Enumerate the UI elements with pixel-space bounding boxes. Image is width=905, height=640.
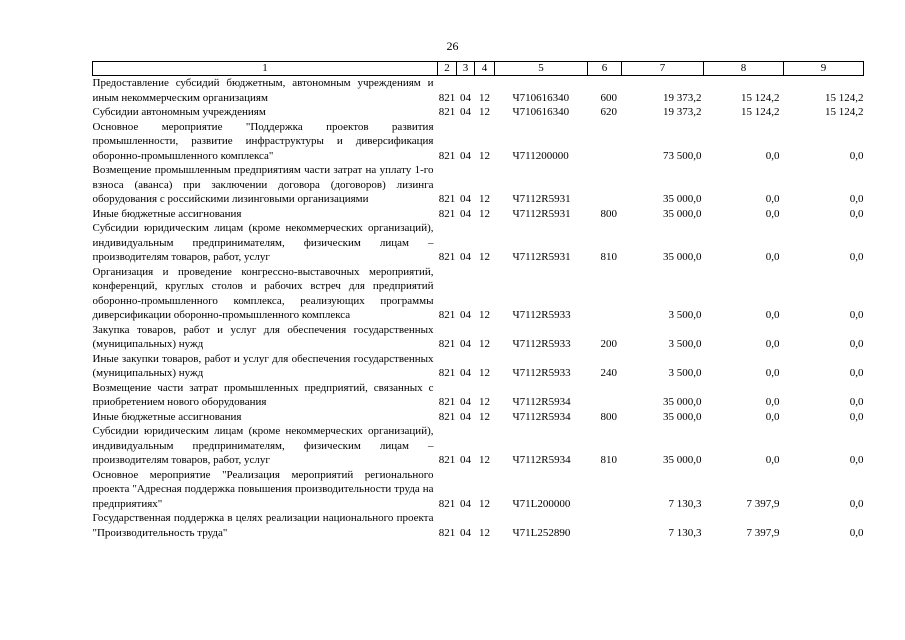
- row-amount-year-2: 0,0: [765, 454, 780, 466]
- row-amount-year-3: 0,0: [849, 251, 864, 263]
- row-expense-type: 810: [600, 454, 617, 466]
- row-amount-year-1: 35 000,0: [663, 207, 702, 220]
- row-amount-year-2: 7 397,9: [746, 526, 780, 539]
- row-grbs: 821: [438, 106, 456, 118]
- row-subsection: 12: [479, 193, 490, 205]
- row-amount-year-2: 0,0: [765, 309, 780, 321]
- row-name: Организация и проведение конгрессно-выставочных мероприятий, конференций, круглых столов и рабочих встреч для предприятий оборонно-промышленного комплекса, реализующих программы диверсификации оборонно-промышленного комплекса: [92, 265, 434, 321]
- row-amount-year-1: 3 500,0: [668, 367, 702, 379]
- row-section: 04: [460, 149, 471, 162]
- budget-table: [92, 61, 864, 540]
- row-amount-year-2: 0,0: [765, 367, 780, 379]
- row-target-article: Ч7112R5934: [512, 410, 571, 423]
- row-expense-type: 810: [600, 251, 617, 263]
- row-target-article: Ч7112R5931: [512, 207, 571, 220]
- row-name: Субсидии юридическим лицам (кроме некоммерческих организаций), индивидуальным предпринимателям, физическим лицам – производителям товаров, работ, услуг: [92, 222, 434, 263]
- table-row: [93, 120, 864, 164]
- table-row: [93, 323, 864, 352]
- row-section: 04: [460, 497, 471, 510]
- row-amount-year-3: 15 124,2: [825, 91, 864, 104]
- row-target-article: Ч711200000: [512, 149, 569, 162]
- row-section: 04: [460, 91, 471, 104]
- row-amount-year-1: 7 130,3: [668, 526, 702, 539]
- row-target-article: Ч710616340: [512, 91, 570, 104]
- row-amount-year-1: 19 373,2: [663, 106, 702, 118]
- row-amount-year-3: 0,0: [849, 149, 864, 162]
- row-amount-year-1: 35 000,0: [663, 251, 702, 263]
- row-section: 04: [460, 309, 471, 321]
- table-row: [93, 221, 864, 265]
- row-grbs: 821: [438, 396, 456, 408]
- table-row: [93, 105, 864, 120]
- row-subsection: 12: [479, 396, 490, 408]
- table-header-row: [93, 62, 864, 76]
- row-section: 04: [460, 367, 471, 379]
- row-target-article: Ч71L200000: [512, 497, 571, 510]
- header-cell: 5: [495, 62, 588, 76]
- row-name: Закупка товаров, работ и услуг для обеспечения государственных (муниципальных) нужд: [92, 323, 434, 350]
- row-section: 04: [460, 526, 471, 539]
- row-grbs: 821: [438, 497, 456, 510]
- row-name: Государственная поддержка в целях реализации национального проекта "Производительность труда": [92, 512, 434, 539]
- row-amount-year-2: 0,0: [765, 338, 780, 350]
- header-cell: 8: [704, 62, 784, 76]
- row-grbs: 821: [438, 367, 456, 379]
- page-number: 26: [446, 39, 459, 53]
- header-cell: 2: [438, 62, 457, 76]
- header-cell: 4: [475, 62, 495, 76]
- row-target-article: Ч7112R5933: [512, 367, 571, 379]
- row-section: 04: [460, 396, 471, 408]
- row-amount-year-1: 35 000,0: [663, 410, 702, 423]
- row-amount-year-2: 0,0: [765, 207, 780, 220]
- row-section: 04: [460, 338, 471, 350]
- row-name: Иные закупки товаров, работ и услуг для обеспечения государственных (муниципальных) нужд: [92, 352, 434, 379]
- row-amount-year-3: 0,0: [849, 410, 864, 423]
- row-subsection: 12: [479, 251, 490, 263]
- row-amount-year-3: 0,0: [849, 367, 864, 379]
- row-amount-year-1: 3 500,0: [668, 309, 702, 321]
- header-cell: 3: [457, 62, 475, 76]
- row-name: Иные бюджетные ассигнования: [92, 207, 242, 220]
- table-row: [93, 381, 864, 410]
- row-amount-year-3: 0,0: [849, 454, 864, 466]
- row-subsection: 12: [479, 454, 490, 466]
- row-grbs: 821: [438, 251, 456, 263]
- header-cell: 7: [622, 62, 704, 76]
- row-name: Основное мероприятие "Поддержка проектов развития промышленности, развитие инфраструктуры и диверсификация оборонно-промышленного комплекса": [92, 120, 434, 162]
- row-expense-type: [588, 468, 622, 512]
- row-name: Основное мероприятие "Реализация мероприятий регионального проекта "Адресная поддержка повышения производительности труда на предприятиях": [92, 468, 434, 510]
- row-name: Субсидии юридическим лицам (кроме некоммерческих организаций), индивидуальным предпринимателям, физическим лицам – производителям товаров, работ, услуг: [92, 425, 434, 466]
- header-cell: 6: [588, 62, 622, 76]
- row-amount-year-1: 35 000,0: [663, 396, 702, 408]
- header-cell: 9: [784, 62, 864, 76]
- row-expense-type: [588, 265, 622, 323]
- row-amount-year-2: 0,0: [765, 193, 780, 205]
- row-amount-year-3: 0,0: [849, 338, 864, 350]
- table-row: [93, 352, 864, 381]
- table-row: [93, 424, 864, 468]
- table-row: [93, 410, 864, 425]
- row-name: Возмещение промышленным предприятиям части затрат на уплату 1-го взноса (аванса) при заключении договора (договоров) лизинга оборудования с российскими лизинговыми организациями: [92, 164, 434, 205]
- row-expense-type: 800: [600, 410, 617, 423]
- row-amount-year-2: 0,0: [765, 396, 780, 408]
- row-amount-year-1: 35 000,0: [663, 454, 702, 466]
- row-section: 04: [460, 207, 471, 220]
- row-expense-type: 620: [600, 106, 617, 118]
- row-grbs: 821: [438, 454, 456, 466]
- header-cell: 1: [93, 62, 438, 76]
- row-expense-type: 200: [600, 338, 617, 350]
- row-subsection: 12: [479, 91, 490, 104]
- row-name: Иные бюджетные ассигнования: [92, 410, 242, 423]
- row-amount-year-1: 3 500,0: [668, 338, 702, 350]
- row-expense-type: [588, 120, 622, 164]
- row-grbs: 821: [438, 149, 456, 162]
- table-row: [93, 207, 864, 222]
- row-expense-type: 600: [600, 91, 617, 104]
- row-amount-year-3: 15 124,2: [825, 106, 864, 118]
- row-subsection: 12: [479, 149, 490, 162]
- row-section: 04: [460, 106, 471, 118]
- row-target-article: Ч71L252890: [512, 526, 571, 539]
- row-amount-year-3: 0,0: [849, 207, 864, 220]
- row-expense-type: 240: [600, 367, 617, 379]
- row-subsection: 12: [479, 367, 490, 379]
- row-amount-year-3: 0,0: [849, 193, 864, 205]
- row-amount-year-1: 7 130,3: [668, 497, 702, 510]
- row-target-article: Ч7112R5933: [512, 309, 571, 321]
- row-amount-year-2: 15 124,2: [741, 91, 780, 104]
- row-subsection: 12: [479, 410, 490, 423]
- row-grbs: 821: [438, 338, 456, 350]
- row-subsection: 12: [479, 338, 490, 350]
- row-grbs: 821: [438, 526, 456, 539]
- row-grbs: 821: [438, 410, 456, 423]
- row-expense-type: [588, 511, 622, 540]
- row-amount-year-2: 7 397,9: [746, 497, 780, 510]
- row-target-article: Ч7112R5931: [512, 251, 571, 263]
- row-amount-year-3: 0,0: [849, 497, 864, 510]
- row-section: 04: [460, 454, 471, 466]
- row-subsection: 12: [479, 207, 490, 220]
- row-name: Субсидии автономным учреждениям: [92, 106, 266, 118]
- row-target-article: Ч7112R5931: [512, 193, 571, 205]
- row-subsection: 12: [479, 526, 490, 539]
- row-expense-type: [588, 381, 622, 410]
- row-expense-type: 800: [600, 207, 617, 220]
- row-target-article: Ч710616340: [512, 106, 570, 118]
- row-amount-year-2: 15 124,2: [741, 106, 780, 118]
- row-amount-year-3: 0,0: [849, 309, 864, 321]
- row-grbs: 821: [438, 193, 456, 205]
- row-section: 04: [460, 251, 471, 263]
- table-row: [93, 163, 864, 207]
- table-row: [93, 468, 864, 512]
- row-subsection: 12: [479, 497, 490, 510]
- table-row: [93, 76, 864, 106]
- row-amount-year-3: 0,0: [849, 396, 864, 408]
- row-amount-year-1: 73 500,0: [663, 149, 702, 162]
- row-amount-year-2: 0,0: [765, 410, 780, 423]
- row-amount-year-1: 35 000,0: [663, 193, 702, 205]
- table-row: [93, 265, 864, 323]
- row-amount-year-3: 0,0: [849, 526, 864, 539]
- row-amount-year-2: 0,0: [765, 149, 780, 162]
- row-target-article: Ч7112R5934: [512, 396, 571, 408]
- row-subsection: 12: [479, 106, 490, 118]
- table-row: [93, 511, 864, 540]
- row-amount-year-1: 19 373,2: [663, 91, 702, 104]
- row-grbs: 821: [438, 207, 456, 220]
- row-grbs: 821: [438, 309, 456, 321]
- row-amount-year-2: 0,0: [765, 251, 780, 263]
- row-name: Предоставление субсидий бюджетным, автономным учреждениям и иным некоммерческим организациям: [92, 77, 434, 104]
- row-target-article: Ч7112R5934: [512, 454, 571, 466]
- row-section: 04: [460, 193, 471, 205]
- row-expense-type: [588, 163, 622, 207]
- row-name: Возмещение части затрат промышленных предприятий, связанных с приобретением нового оборудования: [92, 381, 434, 408]
- row-grbs: 821: [438, 91, 456, 104]
- row-target-article: Ч7112R5933: [512, 338, 571, 350]
- row-section: 04: [460, 410, 471, 423]
- row-subsection: 12: [479, 309, 490, 321]
